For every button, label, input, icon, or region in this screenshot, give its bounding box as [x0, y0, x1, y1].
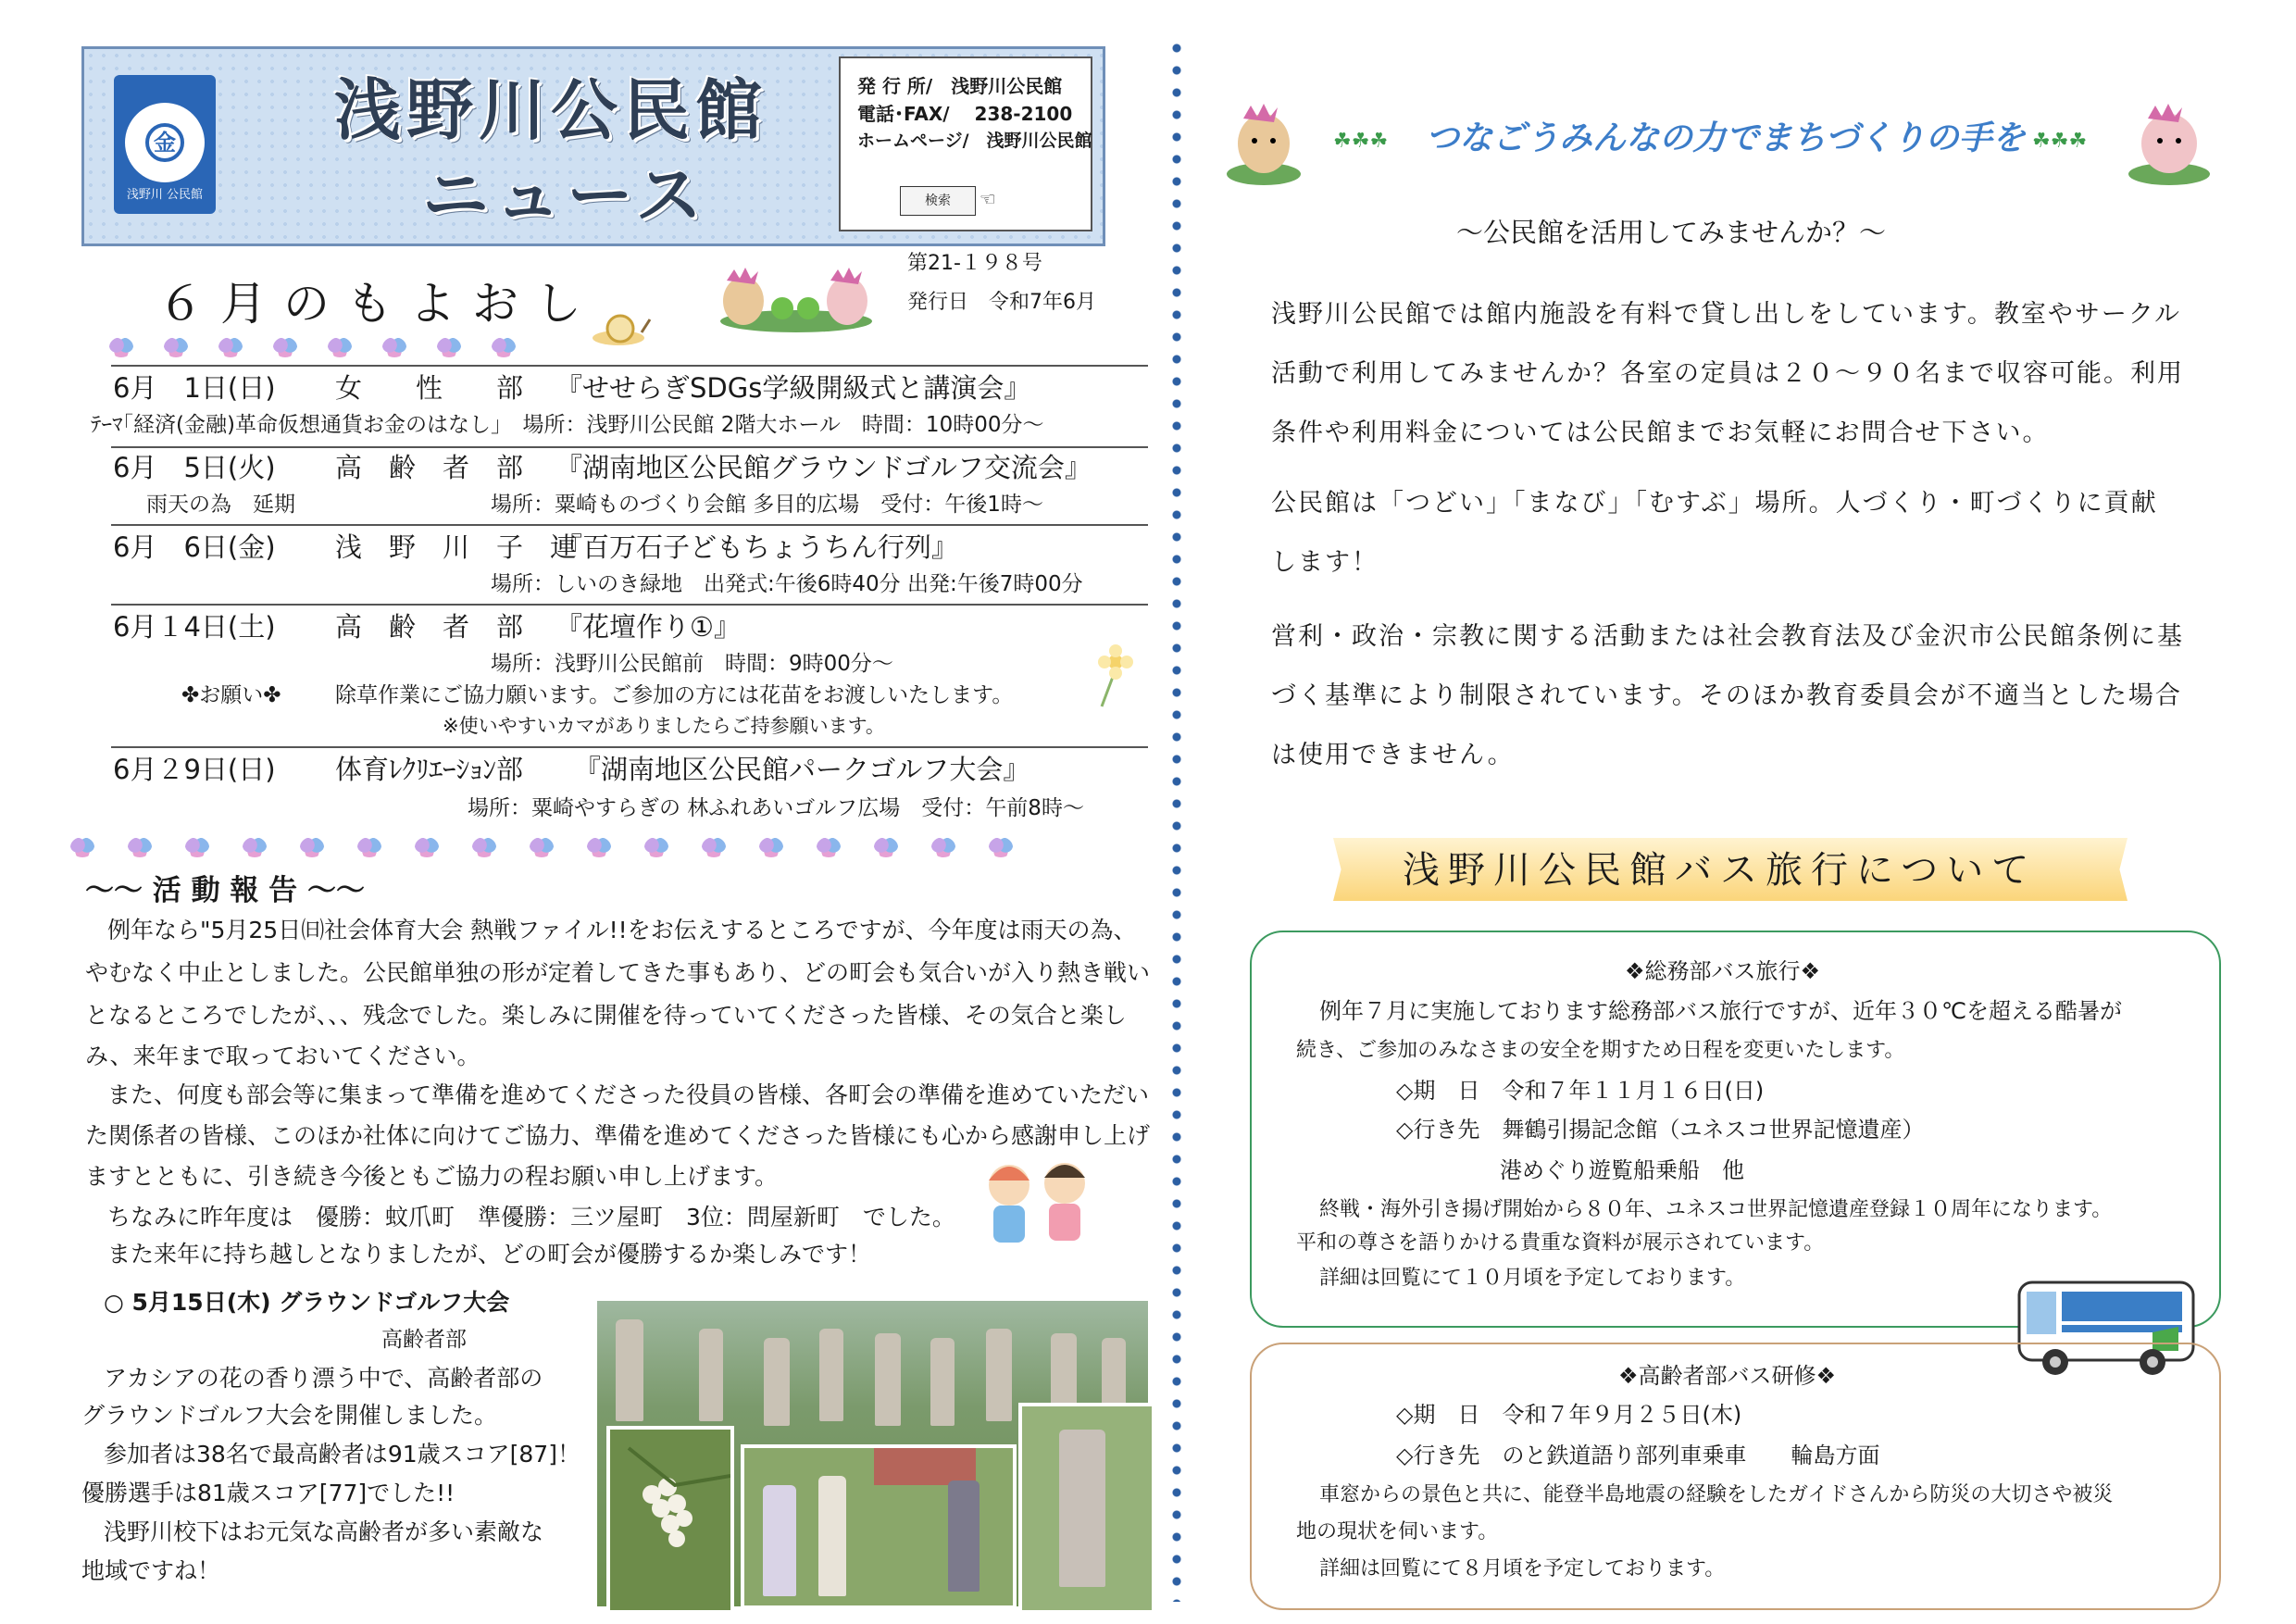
issue-date: 発行日 令和7年6月 [907, 291, 1096, 314]
kominkan-logo [114, 75, 216, 214]
event-date: 6月２9日(日) [113, 754, 276, 785]
box-line: 港めぐり遊覧船乗船 他 [1500, 1157, 1744, 1183]
hydrangea-icon [382, 337, 406, 357]
event-dept: 浅 野 川 子 連 [335, 531, 578, 563]
hydrangea-icon [357, 837, 381, 857]
info-paragraph-line: 営利・政治・宗教に関する活動または社会教育法及び金沢市公民館条例に基 [1271, 622, 2184, 651]
schedule-rule [111, 365, 1148, 367]
mascot-left-icon [1227, 93, 1301, 185]
person-figure [764, 1338, 790, 1426]
person-figure [875, 1333, 901, 1426]
event-details: 場所：粟崎ものづくり会館 多目的広場 受付：午後1時～ [491, 493, 1043, 517]
event-title: 『湖南地区公民館パークゴルフ大会』 [574, 754, 1030, 785]
event-note: 雨天の為 延期 [146, 493, 295, 517]
golf-dept: 高齢者部 [381, 1328, 467, 1352]
flower-divider [109, 337, 516, 361]
box-line: ◇行き先 舞鶴引揚記念館（ユネスコ世界記憶遺産） [1396, 1117, 1925, 1143]
search-button[interactable]: 検索 [900, 186, 976, 216]
person-figure [819, 1329, 843, 1421]
request-label: ✤お願い✤ [181, 683, 281, 707]
person-figure [763, 1485, 796, 1596]
hydrangea-icon [185, 837, 209, 857]
newsletter-header [81, 46, 1105, 246]
report-line: となるところでしたが、、、残念でした。楽しみに開催を待っていてくださった皆様、その気合と楽し [85, 1002, 1127, 1029]
schedule-heading: ６月のもよおし [157, 277, 598, 331]
box-title: ❖高齢者部バス研修❖ [1618, 1363, 1837, 1389]
person-figure [1059, 1430, 1105, 1587]
event-title: 『花壇作り①』 [555, 611, 741, 643]
event-dept: 体育ﾚｸﾘｴｰｼｮﾝ部 [335, 754, 524, 785]
hydrangea-icon [437, 337, 461, 357]
info-paragraph-line: づく基準により制限されています。そのほか教育委員会が不適当とした場合 [1271, 681, 2182, 710]
schedule-rule [111, 604, 1148, 606]
acacia-flower-photo [606, 1426, 734, 1614]
hydrangea-icon [243, 837, 267, 857]
box-line: ◇期 日 令和７年１１月１６日(日) [1396, 1078, 1765, 1104]
person-figure [930, 1338, 955, 1426]
event-details: 場所：しいのき緑地 出発式:午後6時40分 出発:午後7時00分 [491, 572, 1083, 596]
section-subtitle: ～公民館を活用してみませんか？～ [1456, 217, 1887, 248]
box-title: ❖総務部バス旅行❖ [1625, 958, 1821, 984]
report-line: ちなみに昨年度は 優勝：蚊爪町 準優勝：三ツ屋町 3位：問屋新町 でした。 [107, 1204, 955, 1230]
hydrangea-icon [817, 837, 841, 857]
hydrangea-icon [931, 837, 955, 857]
hydrangea-icon [759, 837, 783, 857]
report-line: ますとともに、引き続き今後ともご協力の程お願い申し上げます。 [85, 1163, 779, 1190]
box-line: 例年７月に実施しております総務部バス旅行ですが、近年３０℃を超える酷暑が [1319, 998, 2122, 1024]
hydrangea-icon [989, 837, 1013, 857]
newsletter-title-line1: 浅野川公民館 [334, 71, 768, 149]
hydrangea-icon [70, 837, 94, 857]
event-date: 6月１4日(土) [113, 611, 276, 643]
golf-line: 優勝選手は81歳スコア[77]でした!! [81, 1480, 455, 1506]
event-details: 場所：浅野川公民館前 時間：9時00分～ [491, 652, 893, 676]
hydrangea-icon [702, 837, 726, 857]
golf-line: アカシアの花の香り漂う中で、高齢者部の [104, 1365, 543, 1392]
person-figure [818, 1476, 846, 1596]
box-line: ◇期 日 令和７年９月２５日(木) [1396, 1402, 1742, 1428]
publisher: 発 行 所/ 浅野川公民館 [857, 75, 1063, 97]
flower-icon [1092, 643, 1139, 708]
logo-emblem [125, 103, 205, 182]
report-line: また、何度も部会等に集まって準備を進めてくださった役員の皆様、各町会の準備を進めていただい [107, 1081, 1150, 1108]
person-figure [616, 1319, 643, 1421]
hydrangea-icon [415, 837, 439, 857]
hydrangea-icon [273, 337, 297, 357]
hydrangea-icon [492, 337, 516, 357]
event-title: 『せせらぎSDGs学級開級式と講演会』 [555, 372, 1031, 404]
issue-number: 第21-１９８号 [907, 252, 1042, 275]
event-title: 『湖南地区公民館グラウンドゴルフ交流会』 [555, 452, 1092, 483]
box-line: 車窓からの景色と共に、能登半島地震の経験をしたガイドさんから防災の大切さや被災 [1319, 1483, 2114, 1506]
pointing-hand-icon: ☜ [980, 188, 996, 210]
event-date: 6月 6日(金) [113, 531, 276, 563]
golf-line: 参加者は38名で最高齢者は91歳スコア[87]！ [104, 1441, 580, 1468]
shelter-roof [874, 1448, 976, 1485]
clover-icon: ☘☘☘ [1333, 130, 1389, 153]
report-line: やむなく中止としました。公民館単独の形が定着してきた事もあり、どの町会も気合いが入り熱き戦い [85, 959, 1151, 986]
hydrangea-icon [587, 837, 611, 857]
box-line: 終戦・海外引き揚げ開始から８０年、ユネスコ世界記憶遺産登録１０周年になります。 [1319, 1198, 2113, 1221]
logo-mark: 金 [145, 123, 184, 162]
column-divider [1172, 37, 1181, 1602]
homepage: ホームページ/ 浅野川公民館 [857, 131, 1092, 151]
newsletter-title-line2: ニュース [422, 156, 708, 234]
box-line: 詳細は回覧にて１０月頃を予定しております。 [1319, 1267, 1746, 1290]
box-line: 詳細は回覧にて８月頃を予定しております。 [1319, 1557, 1726, 1580]
schedule-rule [111, 524, 1148, 526]
logo-text: 浅野川 公民館 [126, 188, 204, 202]
hydrangea-icon [644, 837, 668, 857]
report-line: た関係者の皆様、このほか社体に向けてご協力、準備を進めてくださった皆様にも心から感謝申し上げ [85, 1122, 1151, 1149]
flower-divider [70, 837, 1013, 861]
box-line: 続き、ご参加のみなさまの安全を期すため日程を変更いたします。 [1296, 1039, 1905, 1062]
event-details: 場所：粟崎やすらぎの 林ふれあいゴルフ広場 受付：午前8時～ [468, 796, 1084, 820]
slogan: つなごうみんなの力でまちづくりの手を [1426, 119, 2026, 157]
hydrangea-icon [164, 337, 188, 357]
box-line: 平和の尊さを語りかける貴重な資料が展示されています。 [1296, 1231, 1825, 1255]
hydrangea-icon [328, 337, 352, 357]
report-heading: ～～ 活 動 報 告 ～～ [85, 874, 365, 907]
info-paragraph-line: 公民館は「つどい」「まなび」「むすぶ」場所。人づくり・町づくりに貢献 [1271, 489, 2158, 518]
event-date: 6月 1日(日) [113, 372, 276, 404]
phone-fax: 電話･FAX/ 238-2100 [857, 103, 1073, 125]
schedule-rule [111, 446, 1148, 448]
report-line: 例年なら"5月25日㈰社会体育大会 熱戦ファイル!!をお伝えするところですが、今年度は雨天の為、 [107, 917, 1137, 943]
golf-players-photo [741, 1444, 1017, 1609]
info-paragraph-line: 条件や利用料金については公民館までお気軽にお問合せ下さい。 [1271, 418, 2050, 447]
schedule-rule [111, 746, 1148, 748]
golf-line: 地域ですね！ [81, 1557, 221, 1584]
hydrangea-icon [472, 837, 496, 857]
cheering-kids-icon [977, 1157, 1102, 1259]
golf-line: 浅野川校下はお元気な高齢者が多い素敵な [104, 1518, 544, 1545]
request-note: ※使いやすいカマがありましたらご持参願います。 [443, 715, 885, 737]
hydrangea-icon [218, 337, 243, 357]
hydrangea-icon [109, 337, 133, 357]
hydrangea-icon [128, 837, 152, 857]
golf-line: グラウンドゴルフ大会を開催しました。 [81, 1402, 498, 1429]
clover-icon: ☘☘☘ [2032, 130, 2088, 153]
hydrangea-icon [530, 837, 554, 857]
event-title: 『百万石子どもちょうちん行列』 [555, 531, 959, 563]
request-text: 除草作業にご協力願います。ご参加の方には花苗をお渡しいたします。 [335, 683, 1014, 707]
event-details: ﾃｰﾏ｢経済(金融)革命仮想通貨お金のはなし｣ 場所：浅野川公民館 2階大ホール 時間：10時00分～ [91, 413, 1044, 437]
person-figure [986, 1329, 1012, 1421]
report-line: み、来年まで取っておいてください。 [85, 1043, 480, 1069]
box-line: ◇行き先 のと鉄道語り部列車乗車 輪島方面 [1396, 1443, 1880, 1468]
box-line: 地の現状を伺います。 [1296, 1520, 1499, 1543]
bus-trip-heading: 浅野川公民館バス旅行について [1403, 849, 2038, 892]
event-dept: 高 齢 者 部 [335, 611, 524, 643]
info-paragraph-line: 浅野川公民館では館内施設を有料で貸し出しをしています。教室やサークル [1271, 300, 2182, 329]
person-figure [948, 1480, 980, 1592]
golf-title: ○ 5月15日(木) グラウンドゴルフ大会 [104, 1289, 510, 1316]
info-paragraph-line: します！ [1271, 548, 1379, 577]
event-date: 6月 5日(火) [113, 452, 276, 483]
mascot-right-icon [2128, 93, 2211, 185]
info-paragraph-line: 活動で利用してみませんか？各室の定員は２０～９０名まで収容可能。利用 [1271, 359, 2184, 388]
hydrangea-icon [300, 837, 324, 857]
hydrangea-icon [874, 837, 898, 857]
info-paragraph-line: は使用できません。 [1271, 741, 1515, 769]
mascot-frogs-icon [718, 264, 875, 333]
person-figure [699, 1329, 723, 1421]
snail-icon [591, 312, 655, 349]
report-line: また来年に持ち越しとなりましたが、どの町会が優勝するか楽しみです！ [107, 1241, 872, 1268]
publisher-box [839, 56, 1092, 231]
event-dept: 高 齢 者 部 [335, 452, 524, 483]
event-dept: 女 性 部 [335, 372, 524, 404]
golfer-swing-photo [1018, 1403, 1155, 1614]
